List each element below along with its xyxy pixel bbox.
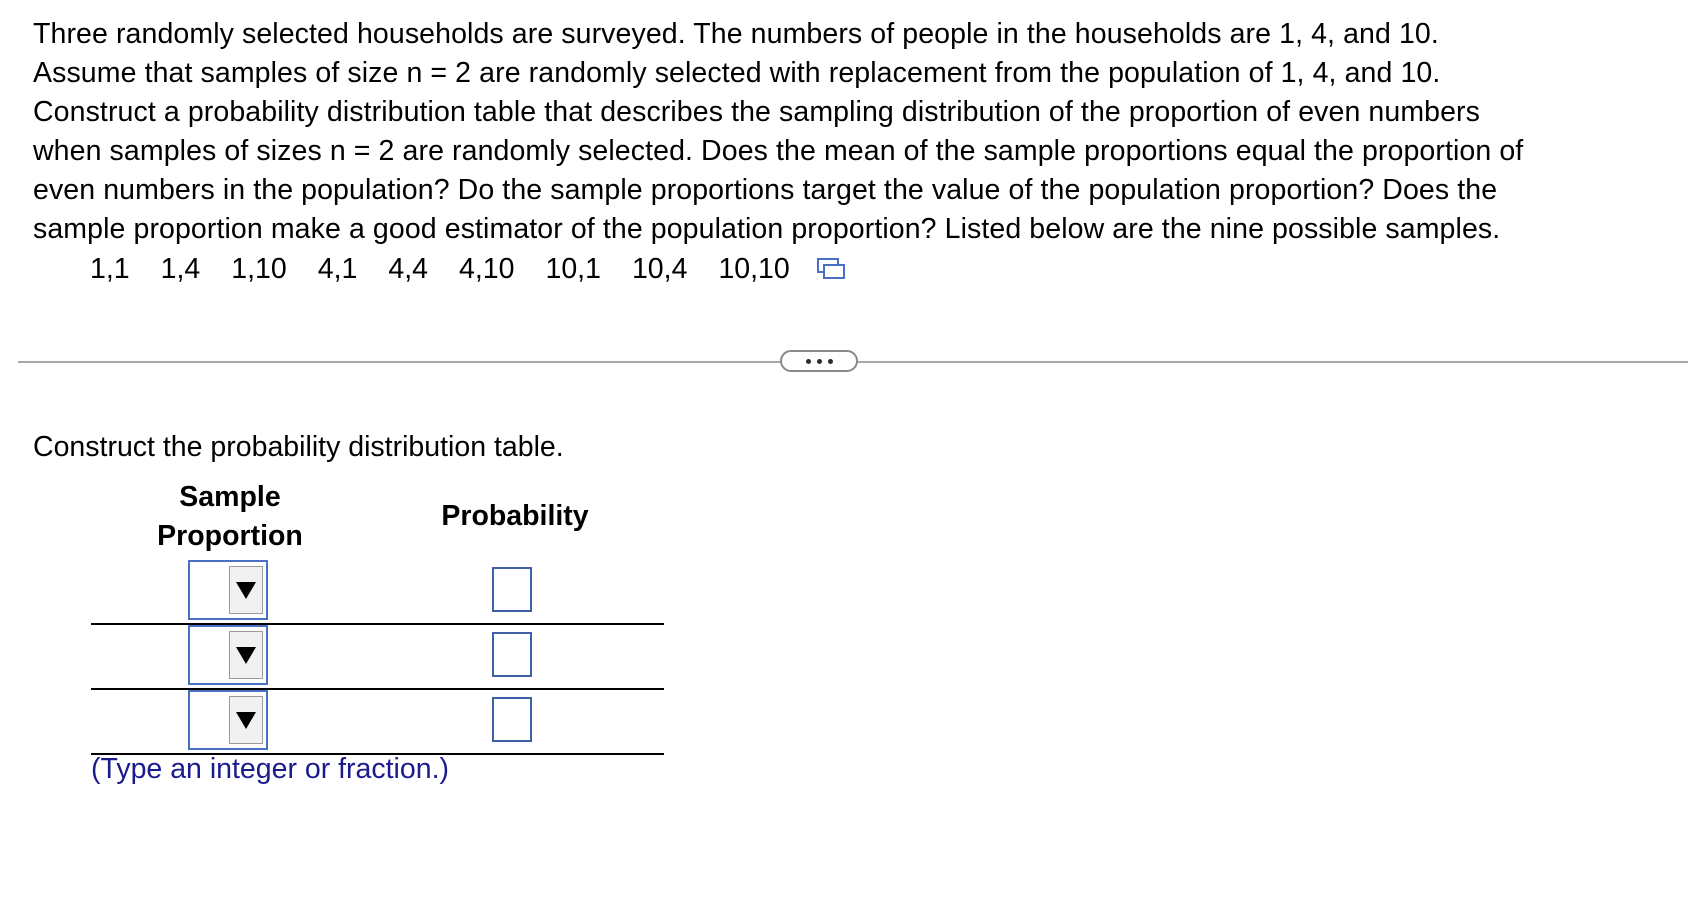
header-sample-proportion-line1: Sample [179,481,281,513]
table-row-divider [91,623,664,625]
sample-item: 1,1 [90,252,130,285]
question-line: Construct a probability distribution table that describes the sampling distribution of the proportion of even numbers [33,96,1480,128]
sample-item: 10,1 [545,252,601,285]
header-probability: Probability [441,500,589,532]
sample-item: 4,10 [458,252,515,285]
question-line: Assume that samples of size n = 2 are randomly selected with replacement from the population of 1, 4, and 10. [33,57,1441,89]
dropdown-button[interactable] [229,631,263,679]
question-text [33,15,1673,249]
table-row-divider [91,688,664,690]
more-button[interactable] [780,350,858,372]
triangle-down-icon [236,712,256,729]
question-line: when samples of sizes n = 2 are randomly selected. Does the mean of the sample proportions equal the proportion of [33,135,1524,167]
sample-item: 10,4 [631,252,688,285]
question-line: even numbers in the population? Do the sample proportions target the value of the population proportion? Does the [33,174,1498,206]
sample-item: 4,4 [388,252,428,285]
sample-item: 1,4 [160,252,201,285]
triangle-down-icon [236,647,256,664]
samples-list [90,249,847,289]
dropdown-button[interactable] [229,696,263,744]
sample-item: 4,1 [317,252,358,285]
sample-proportion-dropdown[interactable] [188,560,268,620]
dropdown-button[interactable] [229,566,263,614]
copy-icon[interactable] [815,256,847,282]
instruction-text: Construct the probability distribution table. [33,431,564,463]
question-line: sample proportion make a good estimator of the population proportion? Listed below are the nine possible samples. [33,213,1501,245]
sample-proportion-dropdown[interactable] [188,625,268,685]
sample-item: 10,10 [718,252,790,285]
header-sample-proportion [145,478,315,556]
sample-item: 1,10 [231,252,287,285]
probability-input[interactable] [492,697,532,742]
probability-input[interactable] [492,567,532,612]
sample-proportion-dropdown[interactable] [188,690,268,750]
input-hint: (Type an integer or fraction.) [91,753,450,785]
header-sample-proportion-line2: Proportion [157,520,303,552]
more-icon [806,359,833,364]
probability-input[interactable] [492,632,532,677]
triangle-down-icon [236,582,256,599]
question-line: Three randomly selected households are surveyed. The numbers of people in the households are 1, 4, and 10. [33,18,1439,50]
